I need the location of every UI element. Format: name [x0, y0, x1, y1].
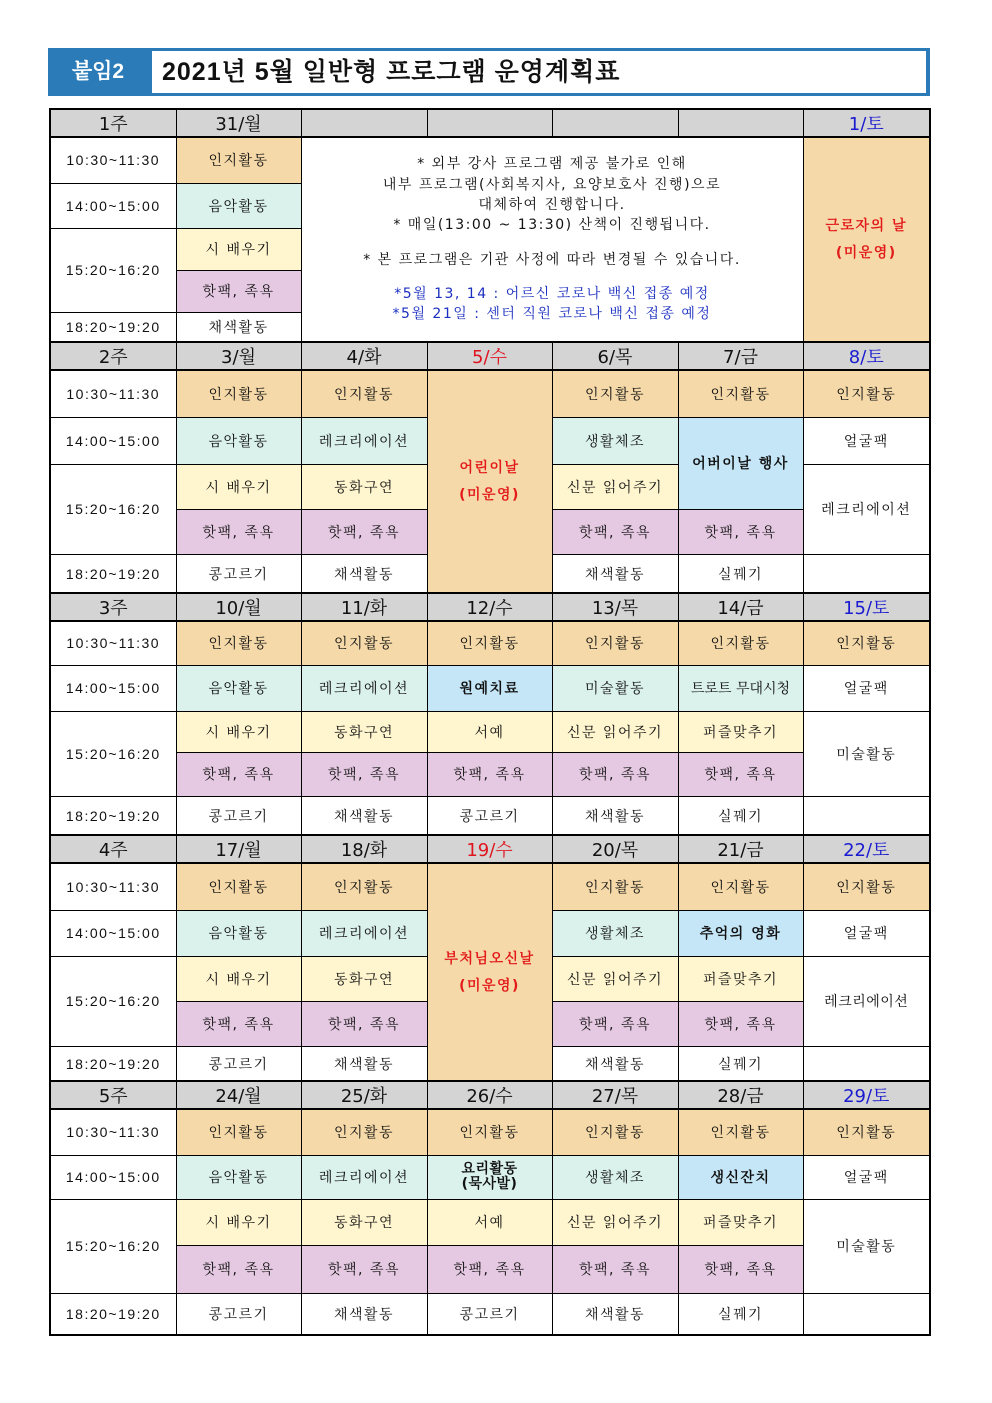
activity-cell: 레크리에이션 [301, 910, 427, 956]
activity-cell: 레크리에이션 [301, 1155, 427, 1199]
activity-cell: 미술활동 [552, 665, 678, 711]
week-2-table [49, 341, 931, 595]
activity-cell: 서예 [427, 711, 552, 752]
activity-cell: 인지활동 [176, 370, 301, 417]
holiday-cell [427, 370, 552, 594]
notice-line: 대체하여 진행합니다. [478, 197, 626, 214]
day-header: 31/월 [176, 109, 301, 137]
time-slot: 10:30~11:30 [50, 863, 176, 910]
activity-cell: 핫팩, 족욕 [427, 752, 552, 796]
activity-cell: 인지활동 [803, 621, 930, 665]
activity-cell: 시 배우기 [176, 956, 301, 1001]
activity-cell: 핫팩, 족욕 [301, 1001, 427, 1046]
activity-cell: 음악활동 [176, 417, 301, 464]
day-header-saturday: 15/토 [803, 593, 930, 621]
activity-cell [803, 796, 930, 836]
time-slot: 18:20~19:20 [50, 1293, 176, 1335]
week-header-row [50, 835, 930, 863]
activity-cell: 신문 읽어주기 [552, 464, 678, 509]
activity-cell: 인지활동 [803, 370, 930, 417]
time-slot: 15:20~16:20 [50, 711, 176, 796]
activity-cell: 인지활동 [552, 370, 678, 417]
activity-cell: 얼굴팩 [803, 1155, 930, 1199]
activity-cell: 핫팩, 족욕 [176, 1245, 301, 1293]
vaccine-notice-line: *5월 13, 14 : 어르신 코로나 백신 접종 예정 [394, 285, 710, 302]
week-5-table [49, 1080, 931, 1336]
activity-cell: 얼굴팩 [803, 910, 930, 956]
activity-cell: 채색활동 [552, 1046, 678, 1083]
day-header [301, 109, 427, 137]
holiday-cell [803, 137, 930, 342]
notice-line: 내부 프로그램(사회복지사, 요양보호사 진행)으로 [382, 176, 722, 193]
day-header: 7/금 [678, 342, 803, 370]
activity-cell: 채색활동 [301, 554, 427, 594]
special-event-cell: 추억의 영화 [678, 910, 803, 956]
time-slot: 10:30~11:30 [50, 370, 176, 417]
activity-cell: 콩고르기 [176, 1046, 301, 1083]
activity-cell: 인지활동 [678, 621, 803, 665]
activity-cell: 실꿰기 [678, 554, 803, 594]
time-slot: 10:30~11:30 [50, 137, 176, 183]
day-header-holiday: 5/수 [427, 342, 552, 370]
activity-cell: 핫팩, 족욕 [678, 1001, 803, 1046]
activity-cell: 레크리에이션 [803, 464, 930, 554]
activity-cell: 핫팩, 족욕 [552, 1245, 678, 1293]
activity-cell: 핫팩, 족욕 [552, 509, 678, 554]
special-event-cell: 원예치료 [427, 665, 552, 711]
activity-cell: 핫팩, 족욕 [552, 1001, 678, 1046]
activity-cell: 핫팩, 족욕 [176, 270, 301, 312]
title-bar [48, 48, 930, 96]
week-label: 5주 [50, 1081, 176, 1109]
day-header: 25/화 [301, 1081, 427, 1109]
activity-cell: 핫팩, 족욕 [301, 1245, 427, 1293]
notice-line: * 매일(13:00 ~ 13:30) 산책이 진행됩니다. [393, 217, 711, 234]
activity-cell: 음악활동 [176, 665, 301, 711]
activity-cell: 인지활동 [552, 863, 678, 910]
activity-cell: 채색활동 [301, 796, 427, 836]
activity-cell: 동화구연 [301, 1199, 427, 1245]
time-slot: 15:20~16:20 [50, 956, 176, 1046]
activity-cell: 음악활동 [176, 183, 301, 228]
activity-cell: 시 배우기 [176, 464, 301, 509]
page-title: 2021년 5월 일반형 프로그램 운영계획표 [152, 51, 926, 93]
activity-cell: 신문 읽어주기 [552, 711, 678, 752]
day-header: 6/목 [552, 342, 678, 370]
day-header: 14/금 [678, 593, 803, 621]
activity-cell: 핫팩, 족욕 [678, 1245, 803, 1293]
activity-cell: 얼굴팩 [803, 665, 930, 711]
time-slot: 10:30~11:30 [50, 1109, 176, 1155]
time-slot: 14:00~15:00 [50, 417, 176, 464]
week-label: 1주 [50, 109, 176, 137]
activity-cell: 미술활동 [803, 711, 930, 796]
activity-cell: 생활체조 [552, 417, 678, 464]
special-event-cell: 요리활동 (묵사발) [427, 1155, 552, 1199]
activity-cell: 인지활동 [176, 863, 301, 910]
activity-cell: 콩고르기 [176, 1293, 301, 1335]
activity-cell: 인지활동 [678, 863, 803, 910]
activity-cell: 핫팩, 족욕 [678, 509, 803, 554]
week-label: 2주 [50, 342, 176, 370]
activity-cell: 생활체조 [552, 910, 678, 956]
day-header: 3/월 [176, 342, 301, 370]
activity-cell: 콩고르기 [176, 796, 301, 836]
activity-cell [803, 1293, 930, 1335]
day-header: 10/월 [176, 593, 301, 621]
time-slot: 18:20~19:20 [50, 554, 176, 594]
notice-line: * 본 프로그램은 기관 사정에 따라 변경될 수 있습니다. [363, 251, 741, 268]
activity-cell: 핫팩, 족욕 [678, 752, 803, 796]
activity-cell: 퍼즐맞추기 [678, 711, 803, 752]
time-slot: 15:20~16:20 [50, 464, 176, 554]
activity-cell: 레크리에이션 [803, 956, 930, 1046]
activity-cell: 콩고르기 [176, 554, 301, 594]
vaccine-notice-line: *5월 21일 : 센터 직원 코로나 백신 접종 예정 [392, 306, 712, 323]
time-slot: 14:00~15:00 [50, 1155, 176, 1199]
week-label: 3주 [50, 593, 176, 621]
week-4-table [49, 834, 931, 1084]
time-slot: 14:00~15:00 [50, 910, 176, 956]
day-header [427, 109, 552, 137]
activity-cell: 채색활동 [176, 312, 301, 342]
day-header: 20/목 [552, 835, 678, 863]
activity-cell: 퍼즐맞추기 [678, 1199, 803, 1245]
activity-cell: 시 배우기 [176, 228, 301, 270]
time-slot: 15:20~16:20 [50, 228, 176, 312]
week-label: 4주 [50, 835, 176, 863]
day-header: 12/수 [427, 593, 552, 621]
time-slot: 18:20~19:20 [50, 796, 176, 836]
day-header-saturday: 1/토 [803, 109, 930, 137]
time-slot: 14:00~15:00 [50, 183, 176, 228]
day-header-holiday: 19/수 [427, 835, 552, 863]
activity-cell: 인지활동 [803, 1109, 930, 1155]
activity-cell: 얼굴팩 [803, 417, 930, 464]
holiday-status: (미운영) [459, 487, 520, 503]
activity-cell: 인지활동 [678, 1109, 803, 1155]
time-slot: 18:20~19:20 [50, 1046, 176, 1083]
activity-cell: 음악활동 [176, 1155, 301, 1199]
activity-cell: 핫팩, 족욕 [552, 752, 678, 796]
activity-cell: 채색활동 [552, 796, 678, 836]
activity-cell: 동화구연 [301, 464, 427, 509]
activity-cell: 레크리에이션 [301, 665, 427, 711]
activity-cell: 인지활동 [552, 621, 678, 665]
activity-cell: 핫팩, 족욕 [301, 752, 427, 796]
holiday-name: 근로자의 날 [825, 217, 907, 234]
holiday-status: (미운영) [459, 978, 520, 994]
activity-cell: 핫팩, 족욕 [301, 509, 427, 554]
time-slot: 15:20~16:20 [50, 1199, 176, 1293]
week-header-row [50, 1081, 930, 1109]
day-header: 13/목 [552, 593, 678, 621]
activity-cell: 인지활동 [301, 370, 427, 417]
activity-cell: 시 배우기 [176, 711, 301, 752]
activity-cell: 실꿰기 [678, 1293, 803, 1335]
notice-box [301, 137, 803, 342]
day-header-saturday: 29/토 [803, 1081, 930, 1109]
time-slot: 14:00~15:00 [50, 665, 176, 711]
week-header-row [50, 109, 930, 137]
activity-cell: 인지활동 [427, 1109, 552, 1155]
day-header [678, 109, 803, 137]
activity-cell: 핫팩, 족욕 [176, 1001, 301, 1046]
week-header-row [50, 342, 930, 370]
activity-cell: 핫팩, 족욕 [427, 1245, 552, 1293]
activity-cell: 인지활동 [176, 1109, 301, 1155]
activity-cell: 채색활동 [301, 1293, 427, 1335]
activity-cell: 인지활동 [427, 621, 552, 665]
time-slot: 18:20~19:20 [50, 312, 176, 342]
activity-cell: 인지활동 [176, 621, 301, 665]
week-3-table [49, 592, 931, 837]
week-1-table [49, 108, 931, 343]
activity-cell: 트로트 무대시청 [678, 665, 803, 711]
activity-cell: 인지활동 [678, 370, 803, 417]
activity-cell: 콩고르기 [427, 1293, 552, 1335]
activity-cell: 동화구연 [301, 956, 427, 1001]
activity-cell: 콩고르기 [427, 796, 552, 836]
day-header: 17/월 [176, 835, 301, 863]
activity-cell: 동화구연 [301, 711, 427, 752]
holiday-cell [427, 863, 552, 1083]
activity-cell: 레크리에이션 [301, 417, 427, 464]
day-header: 24/월 [176, 1081, 301, 1109]
activity-cell: 채색활동 [552, 1293, 678, 1335]
activity-cell: 핫팩, 족욕 [176, 752, 301, 796]
activity-cell: 인지활동 [176, 137, 301, 183]
activity-cell: 서예 [427, 1199, 552, 1245]
activity-cell: 인지활동 [301, 621, 427, 665]
holiday-status: (미운영) [835, 244, 897, 261]
special-event-cell: 어버이날 행사 [678, 417, 803, 509]
time-slot: 10:30~11:30 [50, 621, 176, 665]
activity-cell: 인지활동 [803, 863, 930, 910]
activity-cell: 채색활동 [552, 554, 678, 594]
attachment-badge: 붙임2 [71, 60, 125, 83]
activity-cell: 미술활동 [803, 1199, 930, 1293]
activity-cell: 실꿰기 [678, 1046, 803, 1083]
day-header: 4/화 [301, 342, 427, 370]
activity-cell: 실꿰기 [678, 796, 803, 836]
day-header: 21/금 [678, 835, 803, 863]
day-header: 27/목 [552, 1081, 678, 1109]
week-header-row [50, 593, 930, 621]
activity-cell: 생활체조 [552, 1155, 678, 1199]
activity-cell: 퍼즐맞추기 [678, 956, 803, 1001]
day-header [552, 109, 678, 137]
day-header-saturday: 8/토 [803, 342, 930, 370]
day-header-saturday: 22/토 [803, 835, 930, 863]
activity-cell: 음악활동 [176, 910, 301, 956]
activity-cell: 채색활동 [301, 1046, 427, 1083]
special-event-cell: 생신잔치 [678, 1155, 803, 1199]
notice-line: * 외부 강사 프로그램 제공 불가로 인해 [417, 156, 687, 173]
activity-cell [803, 554, 930, 594]
activity-cell: 인지활동 [552, 1109, 678, 1155]
holiday-name: 어린이날 [459, 460, 520, 477]
day-header: 18/화 [301, 835, 427, 863]
activity-cell: 신문 읽어주기 [552, 956, 678, 1001]
holiday-name: 부처님오신날 [444, 951, 535, 968]
day-header: 26/수 [427, 1081, 552, 1109]
activity-cell: 핫팩, 족욕 [176, 509, 301, 554]
day-header: 28/금 [678, 1081, 803, 1109]
activity-cell [803, 1046, 930, 1083]
activity-cell: 인지활동 [301, 1109, 427, 1155]
day-header: 11/화 [301, 593, 427, 621]
activity-cell: 인지활동 [301, 863, 427, 910]
activity-cell: 신문 읽어주기 [552, 1199, 678, 1245]
activity-cell: 시 배우기 [176, 1199, 301, 1245]
